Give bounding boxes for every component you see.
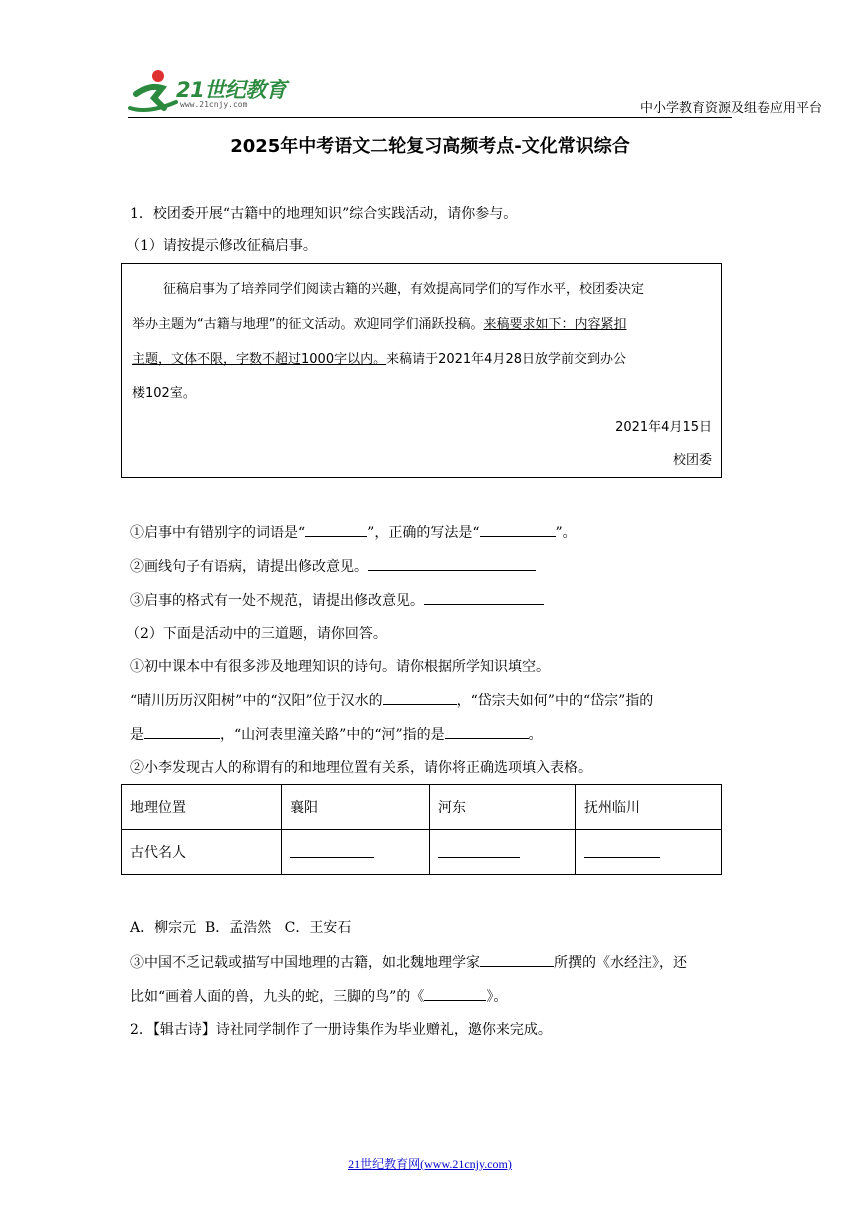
logo-text: 21世纪教育 bbox=[176, 78, 287, 102]
table-cell bbox=[282, 830, 430, 875]
notice-line2 bbox=[132, 313, 627, 332]
answer-blank[interactable] bbox=[438, 843, 520, 858]
answer-blank[interactable] bbox=[480, 522, 556, 537]
q1-p2-2: ②小李发现古人的称谓有的和地理位置有关系，请你将正确选项填入表格。 bbox=[130, 760, 592, 776]
p21-text-d: ，“山河表里潼关路”中的“河”指的是 bbox=[220, 727, 445, 743]
answer-blank[interactable] bbox=[424, 590, 544, 605]
answer-blank[interactable] bbox=[305, 522, 367, 537]
notice-line2-a: 举办主题为“古籍与地理”的征文活动。欢迎同学们涌跃投稿。 bbox=[132, 317, 484, 332]
table-row bbox=[122, 830, 722, 875]
notice-date: 2021年4月15日 bbox=[615, 420, 712, 435]
q1-options: A．柳宗元 B．孟浩然 C．王安石 bbox=[130, 920, 352, 936]
answer-blank[interactable] bbox=[480, 952, 554, 967]
p21-text-e: 。 bbox=[528, 727, 543, 743]
q1-part1: （1）请按提示修改征稿启事。 bbox=[126, 238, 317, 254]
sub1-text-b: ”，正确的写法是“ bbox=[367, 525, 480, 541]
answer-blank[interactable] bbox=[290, 843, 374, 858]
page-title: 2025年中考语文二轮复习高频考点-文化常识综合 bbox=[230, 136, 630, 157]
sub2-text: ②画线句子有语病，请提出修改意见。 bbox=[130, 559, 368, 575]
sub1-text-c: ”。 bbox=[555, 525, 577, 541]
notice-underlined-a: 来稿要求如下：内容紧扣 bbox=[483, 317, 627, 332]
q1-p2-1-line2 bbox=[130, 724, 543, 745]
notice-box bbox=[121, 263, 722, 478]
notice-line3 bbox=[132, 348, 626, 367]
table-cell: 古代名人 bbox=[122, 830, 282, 875]
q1-part2: （2）下面是活动中的三道题，请你回答。 bbox=[126, 626, 387, 642]
notice-underlined-b: 主题，文体不限，字数不超过1000字以内。 bbox=[132, 352, 387, 367]
sub1-text-a: ①启事中有错别字的词语是“ bbox=[130, 525, 306, 541]
name-place-table bbox=[121, 784, 722, 875]
answer-blank[interactable] bbox=[584, 843, 660, 858]
q1-sub3 bbox=[130, 590, 544, 611]
table-row bbox=[122, 785, 722, 830]
q1-p2-1: ①初中课本中有很多涉及地理知识的诗句。请你根据所学知识填空。 bbox=[130, 659, 550, 675]
p23-text-c: 比如“画着人面的兽，九头的蛇，三脚的鸟”的《 bbox=[130, 989, 425, 1005]
q1-sub1 bbox=[130, 522, 577, 543]
p21-text-a: “晴川历历汉阳树”中的“汉阳”位于汉水的 bbox=[130, 693, 383, 709]
answer-blank[interactable] bbox=[445, 724, 529, 739]
q1-p2-3-line1 bbox=[130, 952, 687, 973]
notice-line1: 征稿启事为了培养同学们阅读古籍的兴趣，有效提高同学们的写作水平，校团委决定 bbox=[163, 282, 645, 297]
table-cell bbox=[430, 830, 576, 875]
table-cell: 河东 bbox=[430, 785, 576, 830]
q1-p2-3-line2 bbox=[130, 986, 507, 1007]
answer-blank[interactable] bbox=[383, 690, 457, 705]
footer-link[interactable]: 21世纪教育网(www.21cnjy.com) bbox=[348, 1157, 512, 1171]
answer-blank[interactable] bbox=[424, 986, 486, 1001]
runner-logo-icon bbox=[128, 68, 180, 114]
platform-name: 中小学教育资源及组卷应用平台 bbox=[639, 101, 822, 116]
p23-text-d: 》。 bbox=[486, 989, 508, 1005]
q1-sub2 bbox=[130, 556, 536, 577]
table-cell: 抚州临川 bbox=[576, 785, 722, 830]
answer-blank[interactable] bbox=[368, 556, 536, 571]
p23-text-a: ③中国不乏记载或描写中国地理的古籍，如北魏地理学家 bbox=[130, 955, 480, 971]
notice-signer: 校团委 bbox=[672, 453, 712, 468]
p21-text-b: ，“岱宗夫如何”中的“岱宗”指的 bbox=[456, 693, 654, 709]
q1-stem: 1．校团委开展“古籍中的地理知识”综合实践活动，请你参与。 bbox=[130, 206, 518, 222]
notice-line4: 楼102室。 bbox=[132, 386, 196, 401]
logo-subtext: www.21cnjy.com bbox=[180, 100, 248, 109]
header-divider bbox=[128, 117, 732, 118]
p23-text-b: 所撰的《水经注》，还 bbox=[554, 955, 687, 971]
q2-stem: 2．【辑古诗】诗社同学制作了一册诗集作为毕业赠礼，邀你来完成。 bbox=[130, 1022, 552, 1038]
sub3-text: ③启事的格式有一处不规范，请提出修改意见。 bbox=[130, 593, 424, 609]
p21-text-c: 是 bbox=[130, 727, 144, 743]
table-cell: 襄阳 bbox=[282, 785, 430, 830]
answer-blank[interactable] bbox=[144, 724, 220, 739]
q1-p2-1-line1 bbox=[130, 690, 653, 711]
table-cell bbox=[576, 830, 722, 875]
table-cell: 地理位置 bbox=[122, 785, 282, 830]
notice-line3-b: 来稿请于2021年4月28日放学前交到办公 bbox=[386, 352, 626, 367]
